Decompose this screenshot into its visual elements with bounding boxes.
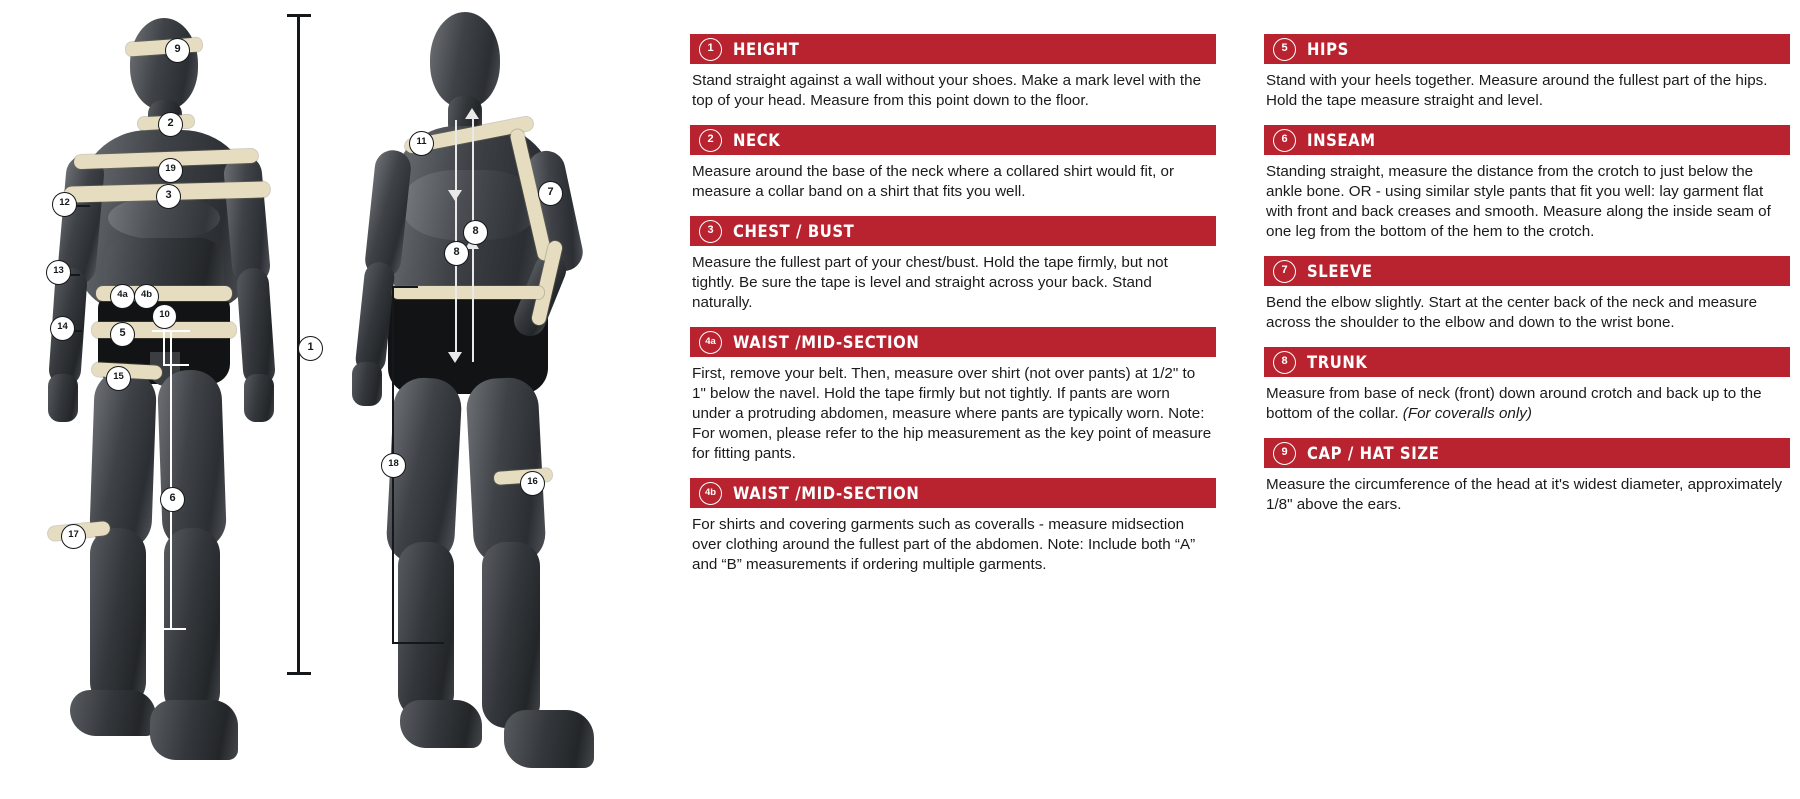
callout-12: 12	[52, 192, 77, 217]
callout-4b: 4b	[134, 284, 159, 309]
mannequin-left-calf	[90, 528, 146, 708]
entry-hips-body: Stand with your heels together. Measure around the fullest part of the hips. Hold the tape measure straight and level.	[1266, 72, 1768, 109]
entry-inseam-title: INSEAM	[1307, 130, 1376, 150]
mannequin-head	[130, 18, 198, 110]
entry-trunk-body-italic: (For coveralls only)	[1402, 405, 1532, 422]
entry-trunk-body	[1264, 377, 1790, 424]
back-left-hand	[352, 362, 382, 406]
callout-10: 10	[152, 304, 177, 329]
callout-13: 13	[46, 260, 71, 285]
trunk-arrow-line-down	[455, 120, 457, 360]
entry-waist-4a-body: First, remove your belt. Then, measure over shirt (not over pants) at 1/2" to 1" below the navel. Hold the tape firmly but not tightly. If pants are worn under a protruding abdomen, measure where pants are typically worn. Note: For women, please refer to the hip measurement as the key point of measure for fitting pants.	[692, 365, 1212, 462]
entry-neck	[690, 125, 1216, 202]
entry-waist-4a-title: WAIST /MID-SECTION	[733, 332, 920, 352]
callout-14: 14	[50, 316, 75, 341]
entry-height-body: Stand straight against a wall without your shoes. Make a mark level with the top of your head. Measure from this point down to the floor.	[692, 72, 1202, 109]
back-right-calf	[482, 542, 540, 728]
back-left-calf	[398, 542, 454, 718]
instructions-column-right	[1264, 34, 1790, 589]
entry-height-header	[690, 34, 1216, 64]
entry-trunk	[1264, 347, 1790, 424]
callout-5: 5	[110, 322, 135, 347]
entry-neck-body: Measure around the base of the neck where a collared shirt would fit, or measure a collar band on a shirt that fits you well.	[692, 163, 1175, 200]
entry-neck-title: NECK	[733, 130, 781, 150]
instructions-column-left	[690, 34, 1216, 589]
inseam-top-tick	[152, 330, 190, 332]
callout-4a: 4a	[110, 284, 135, 309]
entry-inseam-header	[1264, 125, 1790, 155]
measurement-instructions	[690, 34, 1790, 589]
entry-sleeve-number: 7	[1273, 260, 1296, 283]
height-bracket-bottom-tick	[287, 672, 311, 675]
back-head	[430, 12, 500, 108]
entry-trunk-body-main: Measure from base of neck (front) down around crotch and back up to the bottom of the collar.	[1266, 385, 1762, 422]
entry-waist-4b	[690, 478, 1216, 575]
entry-height	[690, 34, 1216, 111]
outseam-bracket-bottom	[392, 642, 444, 644]
entry-inseam-body: Standing straight, measure the distance from the crotch to just below the ankle bone. OR - using similar style pants that fit you well: lay garment flat with front and back creases and smooth. Measure along the inside seam of one leg from the bottom of the hem to the crotch.	[1266, 163, 1771, 240]
callout-15: 15	[106, 366, 131, 391]
entry-hips-header	[1264, 34, 1790, 64]
entry-sleeve-header	[1264, 256, 1790, 286]
entry-chest-bust-number: 3	[699, 220, 722, 243]
entry-neck-number: 2	[699, 129, 722, 152]
entry-hips	[1264, 34, 1790, 111]
callout-19: 19	[158, 158, 183, 183]
entry-sleeve-body: Bend the elbow slightly. Start at the center back of the neck and measure across the shoulder to the elbow and down to the wrist bone.	[1266, 294, 1758, 331]
inseam-bottom-tick	[152, 628, 186, 630]
callout-2: 2	[158, 112, 183, 137]
entry-waist-4a	[690, 327, 1216, 464]
height-bracket-top-tick	[287, 14, 311, 17]
callout-1: 1	[298, 336, 323, 361]
entry-cap-hat-size	[1264, 438, 1790, 515]
entry-cap-hat-size-header	[1264, 438, 1790, 468]
entry-waist-4a-number: 4a	[699, 331, 722, 354]
callout-17: 17	[61, 524, 86, 549]
entry-cap-hat-size-body: Measure the circumference of the head at it's widest diameter, approximately 1/8" above the ears.	[1266, 476, 1783, 513]
callout-3: 3	[156, 184, 181, 209]
mannequin-right-calf	[164, 528, 220, 718]
entry-neck-header	[690, 125, 1216, 155]
entry-chest-bust	[690, 216, 1216, 313]
mannequin-left-foot	[70, 690, 156, 736]
measurement-figures	[0, 0, 700, 799]
entry-cap-hat-size-title: CAP / HAT SIZE	[1307, 443, 1440, 463]
entry-sleeve-title: SLEEVE	[1307, 261, 1373, 281]
entry-waist-4a-header	[690, 327, 1216, 357]
back-left-foot	[400, 700, 482, 748]
entry-chest-bust-header	[690, 216, 1216, 246]
callout-16: 16	[520, 471, 545, 496]
entry-chest-bust-body: Measure the fullest part of your chest/bust. Hold the tape firmly, but not tightly. Be sure the tape is level and straight across your back. Stand naturally.	[692, 254, 1168, 311]
entry-trunk-number: 8	[1273, 351, 1296, 374]
entry-waist-4b-title: WAIST /MID-SECTION	[733, 483, 920, 503]
callout-8-upper: 8	[463, 220, 488, 245]
entry-hips-number: 5	[1273, 38, 1296, 61]
mannequin-right-arm-lower	[236, 267, 276, 387]
entry-waist-4b-header	[690, 478, 1216, 508]
entry-sleeve	[1264, 256, 1790, 333]
mannequin-right-foot	[150, 700, 238, 760]
callout-9: 9	[165, 38, 190, 63]
entry-height-number: 1	[699, 38, 722, 61]
back-right-foot	[504, 710, 594, 768]
entry-inseam-number: 6	[1273, 129, 1296, 152]
trunk-arrow-head-mid	[448, 190, 462, 201]
entry-waist-4b-number: 4b	[699, 482, 722, 505]
callout-7: 7	[538, 181, 563, 206]
entry-height-title: HEIGHT	[733, 39, 800, 59]
entry-waist-4b-body: For shirts and covering garments such as coveralls - measure midsection over clothing around the fullest part of the abdomen. Note: Include both “A” and “B” measurements if ordering multiple garments.	[692, 516, 1196, 573]
trunk-arrow-head-up	[465, 108, 479, 119]
mannequin-right-thigh	[157, 369, 227, 551]
callout-6: 6	[160, 487, 185, 512]
entry-trunk-header	[1264, 347, 1790, 377]
callout-8-lower: 8	[444, 241, 469, 266]
entry-trunk-title: TRUNK	[1307, 352, 1368, 372]
leader-hip-10-tick	[163, 364, 189, 366]
entry-chest-bust-title: CHEST / BUST	[733, 221, 855, 241]
mannequin-right-hand	[244, 374, 274, 422]
trunk-arrow-head-bottom	[448, 352, 462, 363]
entry-inseam	[1264, 125, 1790, 242]
entry-cap-hat-size-number: 9	[1273, 442, 1296, 465]
entry-hips-title: HIPS	[1307, 39, 1349, 59]
outseam-bracket-top	[392, 286, 418, 288]
mannequin-left-hand	[48, 374, 78, 422]
inseam-leader-line	[170, 330, 172, 630]
callout-11: 11	[409, 131, 434, 156]
callout-18: 18	[381, 453, 406, 478]
